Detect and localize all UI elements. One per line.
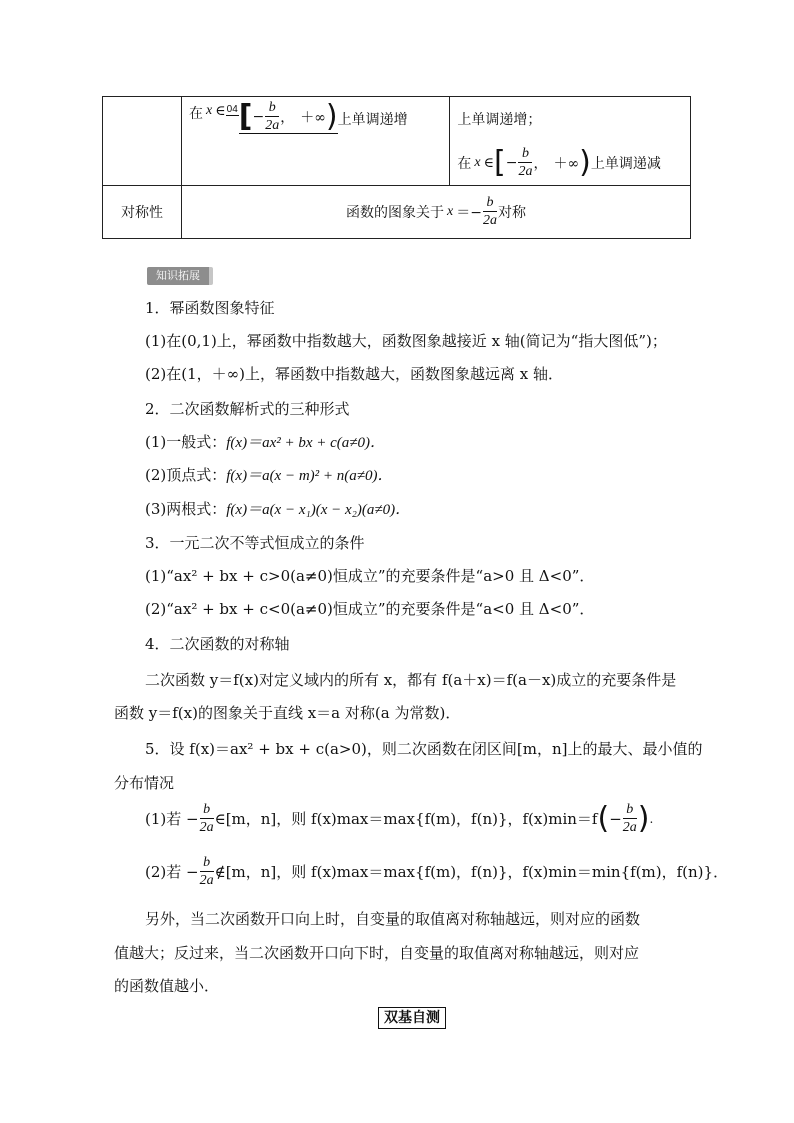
- period: .: [649, 812, 654, 826]
- left-paren: (: [597, 801, 610, 836]
- section-4-line-2: 函数 y＝f(x)的图象关于直线 x＝a 对称(a 为常数)．: [114, 704, 461, 722]
- fraction-b-over-2a: $\frac{b}{2a}$: [199, 802, 214, 835]
- comma: ，: [533, 156, 548, 172]
- fraction-b-over-2a: $\frac{b}{2a}$: [199, 855, 214, 888]
- properties-table: [102, 96, 691, 239]
- section-2-item-3: (3)两根式：f(x)＝a(x − x₁)(x − x₂)(a≠0)．: [145, 500, 411, 518]
- fraction-b-over-2a: $\frac{b}{2a}$: [518, 146, 533, 179]
- symmetry-row: [103, 186, 691, 239]
- section-3-item-1: (1)“ax² + bx + c>0(a≠0)恒成立”的充要条件是“a>0 且 Δ<0”．: [145, 567, 595, 585]
- right-paren: ): [579, 145, 591, 180]
- section-5-line-1: 5．设 f(x)＝ax² + bx + c(a>0)，则二次函数在闭区间[m，n]上的最大、最小值的: [145, 740, 703, 758]
- case-1-body: ∈[m，n]，则 f(x)max＝max{f(m)，f(n)}，f(x)min＝f: [214, 810, 598, 828]
- left-bracket: [: [238, 99, 253, 134]
- row-label-symmetry: 对称性: [103, 186, 182, 239]
- monotonicity-row: [103, 97, 691, 186]
- section-5-line-2: 分布情况: [114, 774, 175, 792]
- remark-line-2: 值越大；反过来，当二次函数开口向下时，自变量的取值离对称轴越远，则对应: [114, 944, 640, 962]
- fraction-b-over-2a: $\frac{b}{2a}$: [622, 802, 637, 835]
- fraction-b-over-2a: $\frac{b}{2a}$: [483, 195, 497, 228]
- row-label-empty: [103, 97, 182, 186]
- knowledge-extension-badge: 知识拓展: [147, 267, 213, 285]
- section-5-case-2: [145, 856, 728, 888]
- remark-line-1: 另外，当二次函数开口向上时，自变量的取值离对称轴越远，则对应的函数: [145, 910, 641, 928]
- section-4-line-1: 二次函数 y＝f(x)对定义域内的所有 x，都有 f(a＋x)＝f(a－x)成立的充要条件是: [145, 671, 677, 689]
- double-basis-self-test-heading: 双基自测: [378, 1007, 446, 1029]
- section-1-item-1: (1)在(0,1)上，幂函数中指数越大，函数图象越接近 x 轴(简记为“指大图低”)；: [145, 332, 667, 350]
- cell-text-prefix: 在: [189, 106, 204, 122]
- section-1-heading: 1．幂函数图象特征: [145, 299, 275, 317]
- right-paren: ): [637, 801, 650, 836]
- section-1-item-2: (2)在(1，＋∞)上，幂函数中指数越大，函数图象越远离 x 轴．: [145, 365, 563, 383]
- right-paren: ): [325, 99, 338, 134]
- case-2-prefix: (2)若 −: [145, 863, 199, 881]
- decreasing-interval-cell: [450, 97, 691, 186]
- symmetry-text-suffix: 对称: [498, 205, 526, 221]
- case-2-body: ∉[m，n]，则 f(x)max＝max{f(m)，f(n)}，f(x)min＝min{f(m)，f(n)}．: [214, 863, 729, 881]
- minus-sign: −: [252, 109, 265, 125]
- var-x: x: [206, 103, 213, 118]
- var-x: x: [447, 204, 454, 219]
- equals-minus: ＝−: [456, 205, 482, 221]
- cell-line-2-prefix: 在: [457, 156, 472, 172]
- element-of-symbol: ∈: [215, 103, 226, 119]
- blank-number-marker: 04: [226, 104, 238, 115]
- symmetry-text-prefix: 函数的图象关于: [346, 205, 445, 221]
- cell-text-suffix: 上单调递增: [337, 112, 408, 128]
- section-3-item-2: (2)“ax² + bx + c<0(a≠0)恒成立”的充要条件是“a<0 且 Δ<0”．: [145, 600, 595, 618]
- var-x: x: [474, 155, 481, 170]
- case-1-prefix: (1)若 −: [145, 810, 199, 828]
- remark-line-3: 的函数值越小．: [114, 977, 220, 995]
- increasing-interval-cell: [182, 97, 450, 186]
- section-2-heading: 2．二次函数解析式的三种形式: [145, 400, 350, 418]
- section-5-case-1: [145, 803, 653, 835]
- section-2-item-2: (2)顶点式：f(x)＝a(x − m)² + n(a≠0)．: [145, 466, 393, 484]
- plus-infinity: ＋∞: [553, 156, 580, 172]
- cell-line-2-suffix: 上单调递减: [590, 156, 661, 172]
- section-4-heading: 4．二次函数的对称轴: [145, 635, 290, 653]
- element-of-symbol: ∈: [483, 155, 495, 171]
- minus-sign: −: [609, 810, 622, 828]
- section-2-item-1: (1)一般式：f(x)＝ax² + bx + c(a≠0)．: [145, 433, 386, 451]
- left-bracket: [: [494, 145, 506, 180]
- fraction-b-over-2a: $\frac{b}{2a}$: [265, 100, 280, 133]
- minus-sign: −: [505, 155, 518, 171]
- cell-line-2: [450, 141, 690, 185]
- answer-blank: [239, 101, 338, 134]
- comma: ，: [280, 110, 295, 126]
- symmetry-cell: [182, 186, 691, 239]
- cell-line-1: 上单调递增；: [457, 112, 542, 128]
- plus-infinity: ＋∞: [300, 110, 326, 126]
- section-3-heading: 3．一元二次不等式恒成立的条件: [145, 534, 365, 552]
